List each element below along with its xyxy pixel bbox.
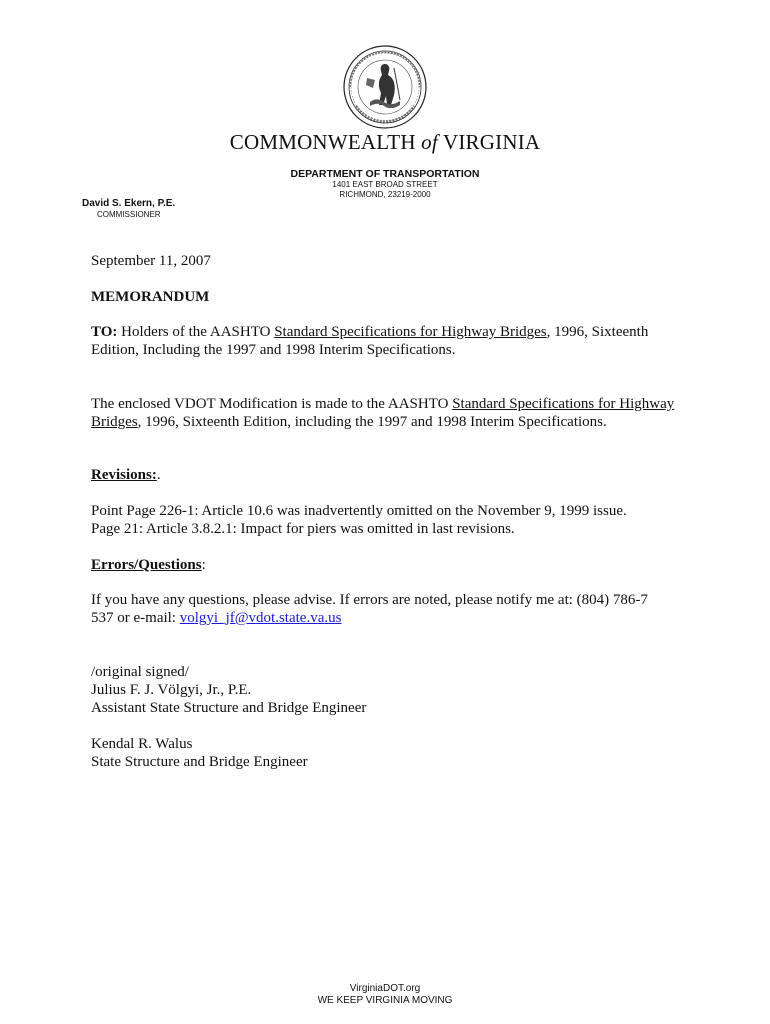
revisions-heading	[91, 466, 691, 484]
errors-label: Errors/Questions	[91, 557, 202, 573]
signer-1-name: Julius F. J. Völgyi, Jr., P.E.	[91, 682, 252, 698]
commissioner-name: David S. Ekern, P.E.	[82, 198, 176, 209]
revision-item-2: Page 21: Article 3.8.2.1: Impact for piers was omitted in last revisions.	[91, 521, 515, 537]
questions-line-1: If you have any questions, please advise. If errors are noted, please notify me at: (804) 786-7	[91, 592, 648, 608]
department-street: 1401 EAST BROAD STREET	[332, 180, 438, 189]
commissioner-title: COMMISSIONER	[97, 210, 161, 219]
commonwealth-title	[0, 130, 770, 155]
virginia-state-seal-icon	[342, 44, 428, 130]
revision-item-1: Point Page 226-1: Article 10.6 was inadvertently omitted on the November 9, 1999 issue.	[91, 503, 627, 519]
title-of: of	[421, 130, 438, 154]
revisions-suffix: .	[156, 467, 161, 483]
to-text: Holders of the AASHTO	[117, 324, 275, 340]
signer-1-title: Assistant State Structure and Bridge Engineer	[91, 700, 367, 716]
signer-2-name: Kendal R. Walus	[91, 736, 193, 752]
title-virginia: VIRGINIA	[443, 130, 541, 154]
intro-text-edition: , 1996, Sixteenth Edition, including the 1997 and 1998 Interim Specifications.	[137, 414, 607, 430]
to-line-1	[91, 323, 691, 341]
intro-line-1	[91, 395, 691, 413]
intro-spec-title: Standard Specifications for Highway	[452, 396, 675, 412]
signer-2-title: State Structure and Bridge Engineer	[91, 754, 308, 770]
errors-suffix: :	[201, 557, 206, 573]
intro-spec-title-end: Bridges	[91, 414, 138, 430]
footer-slogan: WE KEEP VIRGINIA MOVING	[317, 995, 453, 1006]
email-link[interactable]: volgyi_jf@vdot.state.va.us	[179, 610, 342, 626]
errors-heading	[91, 556, 691, 574]
to-text-edition: , 1996, Sixteenth	[546, 324, 649, 340]
memo-date: September 11, 2007	[91, 253, 211, 269]
department-name: DEPARTMENT OF TRANSPORTATION	[290, 168, 480, 180]
footer-website: VirginiaDOT.org	[349, 983, 421, 994]
to-line-2: Edition, Including the 1997 and 1998 Interim Specifications.	[91, 342, 456, 358]
department-city: RICHMOND, 23219-2000	[339, 190, 431, 199]
title-commonwealth: COMMONWEALTH	[229, 130, 416, 154]
memo-heading: MEMORANDUM	[91, 289, 210, 305]
original-signed: /original signed/	[91, 664, 189, 680]
revisions-label: Revisions:	[91, 467, 157, 483]
to-spec-title: Standard Specifications for Highway Bridges	[274, 324, 547, 340]
intro-text: The enclosed VDOT Modification is made to the AASHTO	[91, 396, 453, 412]
to-label: TO:	[91, 324, 118, 340]
questions-line-2	[91, 609, 691, 627]
email-label: 537 or e-mail:	[91, 610, 180, 626]
intro-line-2	[91, 413, 691, 431]
footer	[0, 983, 770, 1007]
